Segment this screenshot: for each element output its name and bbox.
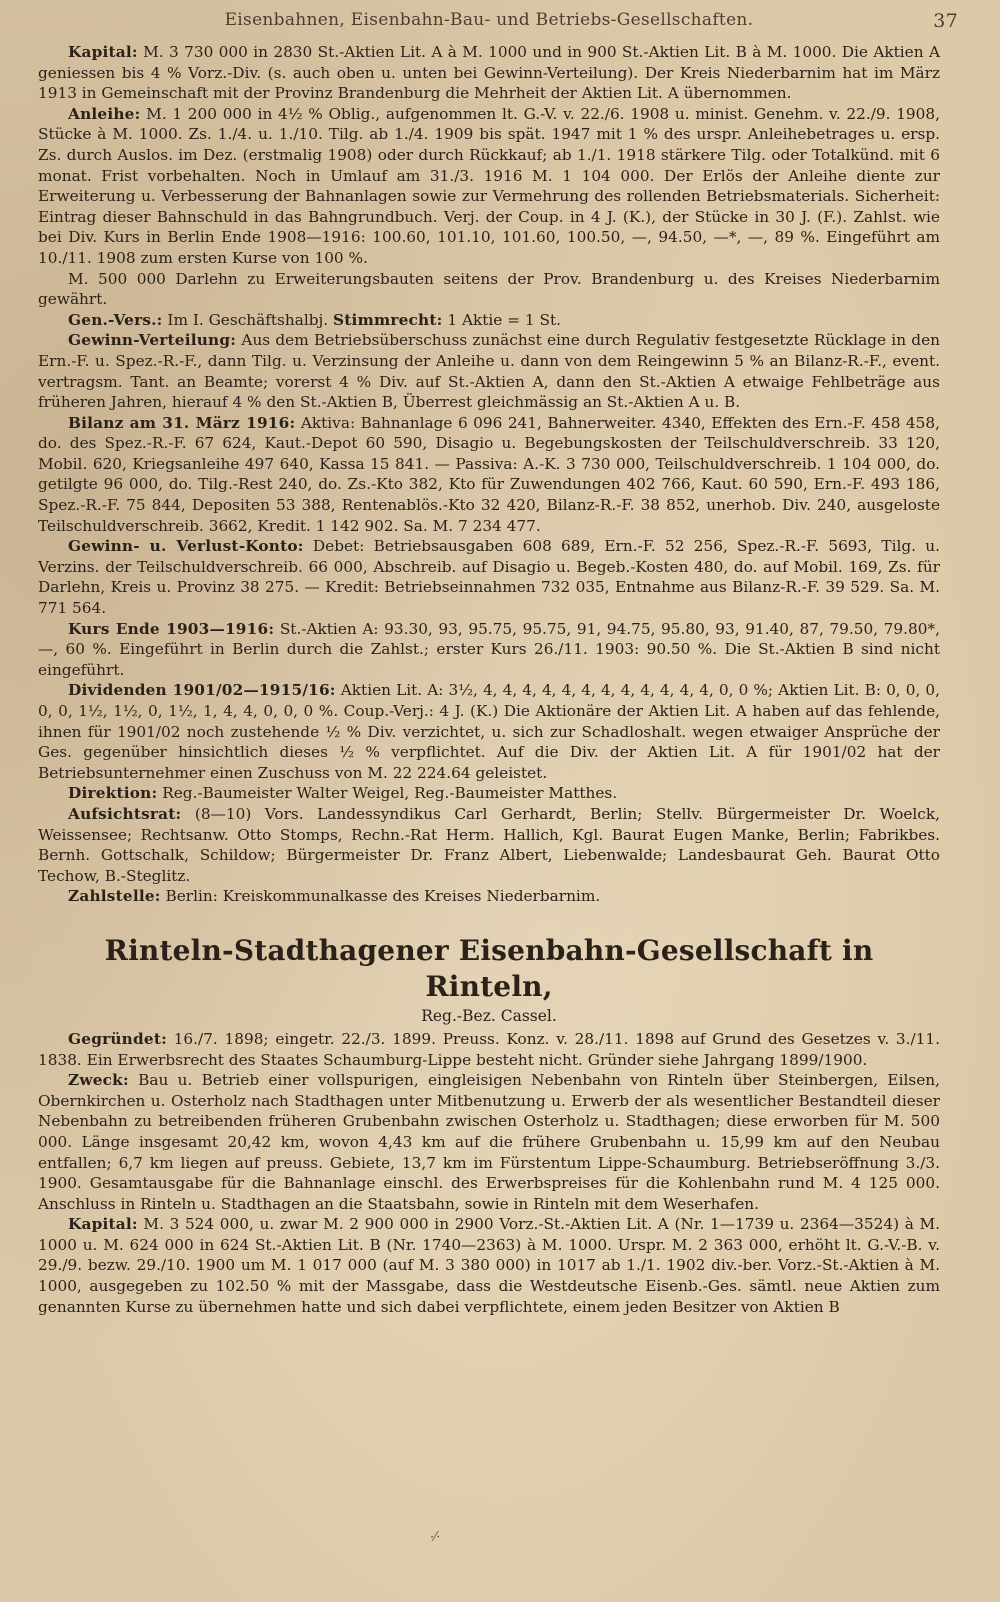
text-zahlstelle: Berlin: Kreiskommunalkasse des Kreises Niederbarnim. (165, 887, 601, 906)
text-direktion: Reg.-Baumeister Walter Weigel, Reg.-Baumeister Matthes. (162, 784, 618, 803)
label-kurs: Kurs Ende 1903—1916: (68, 619, 275, 638)
paragraph-gegruendet (38, 1029, 940, 1070)
text-gegruendet: 16./7. 1898; eingetr. 22./3. 1899. Preuss. Konz. v. 28./11. 1898 auf Grund des Gesetzes v. 3./11. 1838. Ein Erwerbsrecht des Staates Schaumburg-Lippe besteht nicht. Gründer siehe Jahrgang 1899/1900. (38, 1029, 940, 1069)
label-gewinn-verlust: Gewinn- u. Verlust-Konto: (68, 537, 304, 556)
label-anleihe: Anleihe: (68, 104, 141, 123)
header-title: Eisenbahnen, Eisenbahn-Bau- und Betriebs-Gesellschaften. (224, 10, 754, 30)
label-zahlstelle: Zahlstelle: (68, 887, 161, 906)
signature-mark: ·⁄· (430, 1530, 441, 1545)
text-darlehn: M. 500 000 Darlehn zu Erweiterungsbauten seitens der Prov. Brandenburg u. des Kreises Niederbarnim gewährt. (38, 269, 940, 309)
paragraph-anleihe (38, 104, 940, 269)
paragraph-kapital-rinteln (38, 1214, 940, 1317)
text-anleihe: M. 1 200 000 in 4½ % Oblig., aufgenommen lt. G.-V. v. 22./6. 1908 u. minist. Genehm. v. 22./9. 1908, Stücke à M. 1000. Zs. 1./4. u. 1./10. Tilg. ab 1./4. 1909 bis spät. 1947 mit 1 % des urspr. Anleihebetrages u. ersp. Zs. durch Auslos. im Dez. (erstmalig 1908) oder durch Rückkauf; ab 1./1. 1918 stärkere Tilg. oder Totalkünd. mit 6 monat. Frist vorbehalten. Noch in Umlauf am 31./3. 1916 M. 1 104 000. Der Erlös der Anleihe diente zur Erweiterung u. Verbesserung der Bahnanlagen sowie zur Vermehrung des rollenden Betriebsmaterials. Sicherheit: Eintrag dieser Bahnschuld in das Bahngrundbuch. Verj. der Coup. in 4 J. (K.), der Stücke in 30 J. (F.). Zahlst. wie bei Div. Kurs in Berlin Ende 1908—1916: 100.60, 101.10, 101.60, 100.50, —, 94.50, —*, —, 89 %. Eingeführt am 10./11. 1908 zum ersten Kurse von 100 %. (38, 104, 940, 267)
paragraph-aufsichtsrat (38, 804, 940, 886)
text-bilanz: Aktiva: Bahnanlage 6 096 241, Bahnerweiter. 4340, Effekten des Ern.-F. 458 458, do. des Spez.-R.-F. 67 624, Kaut.-Depot 60 590, Disagio u. Begebungskosten der Teilschuldverschreib. 33 120, Mobil. 620, Kriegsanleihe 497 640, Kassa 15 841. — Passiva: A.-K. 3 730 000, Teilschuldverschreib. 1 104 000, do. getilgte 96 000, do. Tilg.-Rest 240, do. Zs.-Kto 382, Kto für Zuwendungen 402 766, Kaut. 60 590, Ern.-F. 493 186, Spez.-R.-F. 75 844, Depositen 53 388, Rentenablös.-Kto 32 420, Bilanz-R.-F. 38 852, unerhob. Div. 240, ausgeloste Teilschuldverschreib. 3662, Kredit. 1 142 902. Sa. M. 7 234 477. (38, 413, 940, 535)
text-stimmrecht: 1 Aktie = 1 St. (447, 310, 561, 329)
paragraph-dividenden (38, 680, 940, 783)
page-number: 37 (933, 10, 958, 32)
text-aufsichtsrat: (8—10) Vors. Landessyndikus Carl Gerhardt, Berlin; Stellv. Bürgermeister Dr. Woelck, Weissensee; Rechtsanw. Otto Stomps, Rechn.-Rat Herm. Hallich, Kgl. Baurat Eugen Manke, Berlin; Fabrikbes. Bernh. Gottschalk, Schildow; Bürgermeister Dr. Franz Albert, Liebenwalde; Landesbaurat Geh. Baurat Otto Techow, B.-Steglitz. (38, 804, 941, 885)
label-zweck: Zweck: (68, 1071, 129, 1090)
label-bilanz: Bilanz am 31. März 1916: (68, 413, 296, 432)
running-header (38, 10, 958, 42)
paragraph-direktion (38, 783, 940, 804)
paragraph-zahlstelle (38, 886, 940, 907)
paragraph-darlehn (38, 269, 940, 310)
paragraph-zweck (38, 1070, 940, 1214)
label-dividenden: Dividenden 1901/02—1915/16: (68, 681, 336, 700)
text-genvers: Im I. Geschäftshalbj. (167, 310, 329, 329)
paragraph-bilanz (38, 413, 940, 537)
entry-previous-company (38, 42, 940, 907)
paragraph-kurs (38, 619, 940, 681)
paragraph-kapital (38, 42, 940, 104)
text-kapital: M. 3 730 000 in 2830 St.-Aktien Lit. A à M. 1000 und in 900 St.-Aktien Lit. B à M. 1000. Die Aktien A geniessen bis 4 % Vorz.-Div. (s. auch oben u. unten bei Gewinn-Verteilung). Der Kreis Niederbarnim hat im März 1913 in Gemeinschaft mit der Provinz Brandenburg die Mehrheit der Aktien Lit. A übernommen. (38, 43, 940, 103)
text-dividenden: Aktien Lit. A: 3½, 4, 4, 4, 4, 4, 4, 4, 4, 4, 4, 4, 4, 0, 0 %; Aktien Lit. B: 0, 0, 0, 0, 0, 1½, 1½, 0, 1½, 1, 4, 4, 0, 0, 0 %. Coup.-Verj.: 4 J. (K.) Die Aktionäre der Aktien Lit. A haben auf das fehlende, ihnen für 1901/02 noch zustehende ½ % Div. verzichtet, u. sich zur Schadloshalt. wegen etwaiger Ansprüche der Ges. gegenüber hinsichtlich dieses ½ % verpflichtet. Auf die Div. der Aktien Lit. A für 1901/02 hat der Betriebsunternehmer einen Zuschuss von M. 22 224.64 geleistet. (38, 681, 940, 782)
text-gewinn-verlust: Debet: Betriebsausgaben 608 689, Ern.-F. 52 256, Spez.-R.-F. 5693, Tilg. u. Verzins. der Teilschuldverschreib. 66 000, Abschreib. auf Disagio u. Begeb.-Kosten 480, do. auf Mobil. 169, Zs. für Darlehn, Kreis u. Provinz 38 275. — Kredit: Betriebseinnahmen 732 035, Entnahme aus Bilanz-R.-F. 39 529. Sa. M. 771 564. (38, 537, 940, 618)
label-stimmrecht: Stimmrecht: (333, 310, 443, 329)
label-gewinn-verteilung: Gewinn-Verteilung: (68, 331, 237, 350)
label-aufsichtsrat: Aufsichtsrat: (68, 804, 182, 823)
label-kapital-rinteln: Kapital: (68, 1215, 138, 1234)
label-kapital: Kapital: (68, 43, 138, 61)
paragraph-genvers (38, 310, 940, 331)
text-kurs: St.-Aktien A: 93.30, 93, 95.75, 95.75, 91, 94.75, 95.80, 93, 91.40, 87, 79.50, 79.80*, —, 60 %. Eingeführt in Berlin durch die Zahlst.; erster Kurs 26./11. 1903: 90.50 %. Die St.-Aktien B sind nicht eingeführt. (38, 619, 940, 679)
text-zweck: Bau u. Betrieb einer vollspurigen, eingleisigen Nebenbahn von Rinteln über Steinbergen, Eilsen, Obernkirchen u. Osterholz nach Stadthagen unter Mitbenutzung u. Erwerb der als wesentlicher Bestandteil dieser Nebenbahn zu betreibenden früheren Grubenbahn zwischen Osterholz u. Stadthagen; diese erworben für M. 500 000. Länge insgesamt 20,42 km, wovon 4,43 km auf die frühere Grubenbahn u. 15,99 km auf den Neubau entfallen; 6,7 km liegen auf preuss. Gebiete, 13,7 km im Fürstentum Lippe-Schaumburg. Betriebseröffnung 3./3. 1900. Gesamtausgabe für die Bahnanlage einschl. des Erwerbspreises für die Kohlenbahn rund M. 4 125 000. Anschluss in Rinteln u. Stadthagen an die Staatsbahn, sowie in Rinteln mit dem Weserhafen. (38, 1071, 940, 1213)
label-gegruendet: Gegründet: (68, 1029, 167, 1048)
label-genvers: Gen.-Vers.: (68, 310, 163, 329)
company-title: Rinteln-Stadthagener Eisenbahn-Gesellschaft in Rinteln, (104, 933, 874, 1003)
label-direktion: Direktion: (68, 784, 158, 803)
paragraph-gewinn-verlust (38, 536, 940, 618)
text-kapital-rinteln: M. 3 524 000, u. zwar M. 2 900 000 in 2900 Vorz.-St.-Aktien Lit. A (Nr. 1—1739 u. 2364—3524) à M. 1000 u. M. 624 000 in 624 St.-Aktien Lit. B (Nr. 1740—2363) à M. 1000. Urspr. M. 2 363 000, erhöht lt. G.-V.-B. v. 29./9. bezw. 29./10. 1900 um M. 1 017 000 (auf M. 3 380 000) in 1017 ab 1./1. 1902 div.-ber. Vorz.-St.-Aktien à M. 1000, ausgegeben zu 102.50 % mit der Massgabe, dass die Westdeutsche Eisenb.-Ges. sämtl. neue Aktien zum genannten Kurse zu übernehmen hatte und sich dabei verpflichtete, einem jeden Besitzer von Aktien B (38, 1215, 940, 1316)
text-gewinn-verteilung: Aus dem Betriebsüberschuss zunächst eine durch Regulativ festgesetzte Rücklage in den Ern.-F. u. Spez.-R.-F., dann Tilg. u. Verzinsung der Anleihe u. dann von dem Reingewinn 5 % an Bilanz-R.-F., event. vertragsm. Tant. an Beamte; vorerst 4 % Div. auf St.-Aktien A, dann den St.-Aktien A etwaige Fehlbeträge aus früheren Jahren, hierauf 4 % den St.-Aktien B, Überrest gleichmässig an St.-Aktien A u. B. (38, 331, 940, 412)
entry-rinteln-stadthagen (38, 1029, 940, 1317)
paragraph-gewinn-verteilung (38, 330, 940, 412)
company-subtitle: Reg.-Bez. Cassel. (421, 1006, 557, 1025)
